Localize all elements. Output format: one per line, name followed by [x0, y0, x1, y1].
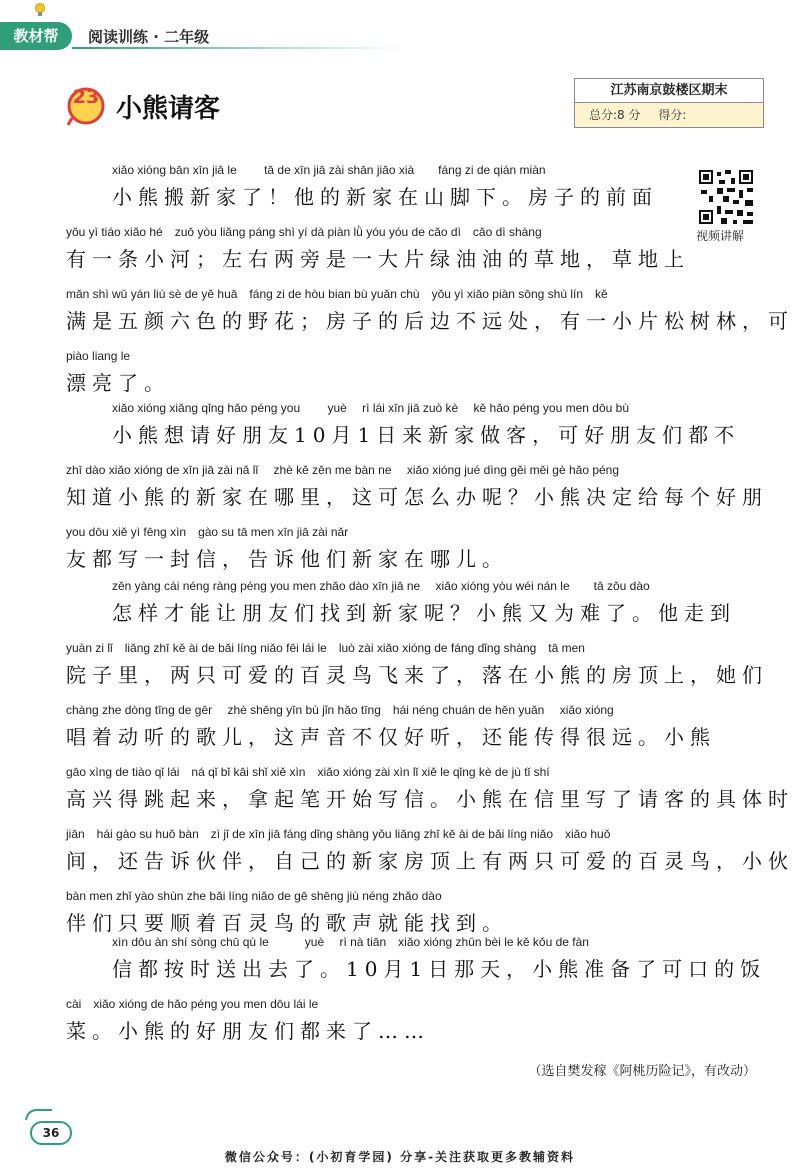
hanzi-line: 间，还告诉伙伴，自己的新家房顶上有两只可爱的百灵鸟，小伙	[66, 849, 794, 873]
footer-note: 微信公众号：(小初育学园) 分享-关注获取更多教辅资料	[224, 1150, 576, 1164]
paragraph-2	[66, 400, 768, 586]
score-row	[575, 103, 763, 127]
text-line	[66, 578, 736, 640]
hanzi-line: 小熊想请好朋友10月1日来新家做客，可好朋友们都不	[112, 423, 741, 447]
text-line	[66, 224, 706, 286]
paragraph-4	[66, 934, 767, 1058]
hanzi-line: 友都写一封信，告诉他们新家在哪儿。	[66, 547, 508, 571]
page-curl-icon	[24, 1106, 54, 1122]
series-title: 阅读训练 · 二年级	[88, 28, 210, 46]
text-line	[66, 996, 706, 1058]
hanzi-line: 怎样才能让朋友们找到新家呢？小熊又为难了。他走到	[112, 601, 736, 625]
score-box	[574, 78, 764, 128]
hanzi-line: 唱着动听的歌儿，这声音不仅好听，还能传得很远。小熊	[66, 725, 716, 749]
text-line	[66, 934, 767, 996]
pinyin-line: cài xiǎo xióng de hǎo péng you men dōu lái le	[66, 997, 319, 1011]
text-line	[66, 400, 741, 462]
pinyin-line: you dōu xiě yì fēng xìn gào su tā men xīn jiā zài nǎr	[66, 525, 349, 539]
text-line	[66, 826, 794, 888]
lightbulb-icon	[34, 3, 46, 17]
pinyin-line: yuàn zi lǐ liǎng zhī kě ài de bǎi líng niǎo fēi lái le luò zài xiǎo xióng de fáng dǐng shàng tā men	[66, 641, 585, 655]
source-citation: （选自樊发稼《阿桃历险记》，有改动）	[528, 1064, 756, 1079]
total-score: 总分:8 分	[589, 108, 641, 122]
hanzi-line: 伴们只要顺着百灵鸟的歌声就能找到。	[66, 911, 508, 935]
pinyin-line: jiān hái gào su huǒ bàn zì jǐ de xīn jiā fáng dǐng shàng yǒu liǎng zhī kě ài de bǎi líng niǎo xiǎo huǒ	[66, 827, 611, 841]
hanzi-line: 小熊搬新家了！他的新家在山脚下。房子的前面	[112, 185, 658, 209]
page-header	[0, 0, 800, 60]
brand-tab: 教材帮	[0, 22, 72, 50]
header-divider	[72, 47, 402, 49]
text-line	[66, 764, 794, 826]
pinyin-line: yǒu yì tiáo xiǎo hé zuǒ yòu liǎng páng shì yí dà piàn lǜ yóu yóu de cǎo dì cǎo dì shàng	[66, 225, 542, 239]
hanzi-line: 信都按时送出去了。10月1日那天，小熊准备了可口的饭	[112, 957, 767, 981]
text-line	[66, 162, 706, 224]
text-line	[66, 524, 706, 586]
hanzi-line: 菜。小熊的好朋友们都来了……	[66, 1019, 430, 1043]
exam-source: 江苏南京鼓楼区期末	[575, 79, 763, 103]
hanzi-line: 院子里，两只可爱的百灵鸟飞来了，落在小熊的房顶上，她们	[66, 663, 768, 687]
pinyin-line: zhī dào xiǎo xióng de xīn jiā zài nǎ lǐ zhè kě zěn me bàn ne xiǎo xióng jué dìng gěi měi gè hǎo péng	[66, 463, 620, 477]
pinyin-line: gāo xìng de tiào qǐ lái ná qǐ bǐ kāi shǐ xiě xìn xiǎo xióng zài xìn lǐ xiě le qǐng kè de jù tǐ shí	[66, 765, 550, 779]
pinyin-line: chàng zhe dòng tīng de gēr zhè shēng yīn bù jǐn hǎo tīng hái néng chuán de hěn yuǎn xiǎo xióng	[66, 703, 614, 717]
hanzi-line: 知道小熊的新家在哪里，这可怎么办呢？小熊决定给每个好朋	[66, 485, 768, 509]
qr-label: 视频讲解	[696, 229, 745, 243]
text-line	[66, 286, 794, 348]
pinyin-line: bàn men zhǐ yào shùn zhe bǎi líng niǎo de gē shēng jiù néng zhǎo dào	[66, 889, 442, 903]
pinyin-line: zěn yàng cái néng ràng péng you men zhǎo dào xīn jiā ne xiǎo xióng yòu wéi nán le tā zǒu dào	[112, 579, 650, 593]
score-label: 得分:	[658, 108, 687, 122]
hanzi-line: 满是五颜六色的野花；房子的后边不远处，有一小片松树林，可	[66, 309, 794, 333]
lesson-number: 23	[72, 86, 100, 108]
page-number: 36	[30, 1121, 72, 1145]
hanzi-line: 有一条小河；左右两旁是一大片绿油油的草地，草地上	[66, 247, 690, 271]
pinyin-line: mǎn shì wǔ yán liù sè de yě huā fáng zi de hòu bian bù yuǎn chù yǒu yì xiǎo piàn sōng shù lín kě	[66, 287, 608, 301]
hanzi-line: 高兴得跳起来，拿起笔开始写信。小熊在信里写了请客的具体时	[66, 787, 794, 811]
pinyin-line: piào liang le	[66, 349, 131, 363]
pinyin-line: xiǎo xióng xiǎng qǐng hǎo péng you yuè rì lái xīn jiā zuò kè kě hǎo péng you men dōu bù	[112, 401, 629, 415]
text-line	[66, 640, 768, 702]
text-line	[66, 702, 716, 764]
lesson-title: 小熊请客	[116, 94, 221, 124]
pinyin-line: xiǎo xióng bān xīn jiā le tā de xīn jiā zài shān jiǎo xià fáng zi de qián miàn	[112, 163, 546, 177]
paragraph-3	[66, 578, 794, 950]
text-line	[66, 462, 768, 524]
pinyin-line: xìn dōu àn shí sòng chū qù le yuè rì nà tiān xiǎo xióng zhǔn bèi le kě kǒu de fàn	[112, 935, 589, 949]
hanzi-line: 漂亮了。	[66, 371, 170, 395]
